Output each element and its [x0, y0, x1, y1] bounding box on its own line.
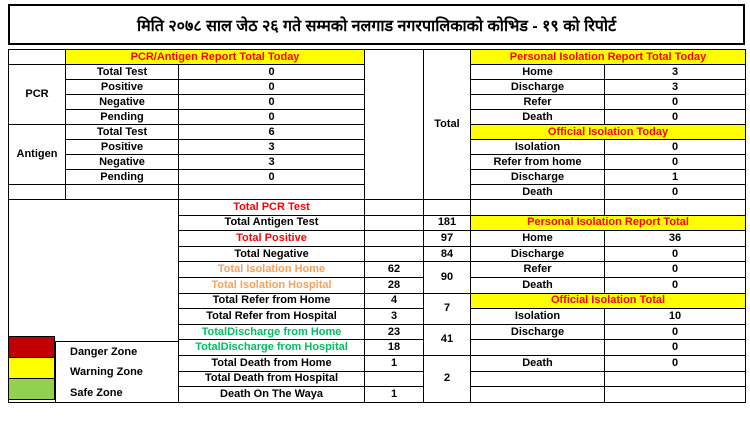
- row-label: Refer: [471, 262, 605, 278]
- row-value: [365, 231, 424, 247]
- report-title: मिति २०७८ साल जेठ २६ गते सम्मको नलगाड नगरपालिकाको कोभिड - १९ को रिपोर्ट: [8, 4, 745, 45]
- row-value: 6: [179, 125, 365, 140]
- warning-zone-swatch: [8, 357, 55, 379]
- legend: [55, 341, 179, 403]
- top-table: [8, 49, 746, 200]
- row-value: [365, 246, 424, 262]
- row-label: [471, 340, 605, 356]
- row-value: 0: [605, 262, 746, 278]
- empty-cell: [179, 185, 365, 200]
- row-label: Total Death from Home: [179, 355, 365, 371]
- row-value: 62: [365, 262, 424, 278]
- row-label: Total Negative: [179, 246, 365, 262]
- row-label: [471, 371, 605, 387]
- row-value: 3: [365, 309, 424, 325]
- row-label: Pending: [66, 170, 179, 185]
- row-value: 0: [605, 355, 746, 371]
- row-value: 36: [605, 231, 746, 247]
- row-label: Discharge: [471, 324, 605, 340]
- row-label: Discharge: [471, 246, 605, 262]
- row-label: Total Test: [66, 125, 179, 140]
- row-value: [365, 200, 424, 216]
- total-value: 7: [424, 293, 471, 324]
- legend-label-safe: Safe Zone: [70, 386, 123, 399]
- antigen-group-label: Antigen: [9, 125, 66, 185]
- row-value: 28: [365, 277, 424, 293]
- row-value: 23: [365, 324, 424, 340]
- total-value: 181: [424, 215, 471, 231]
- empty-cell: [9, 185, 66, 200]
- total-value: 2: [424, 355, 471, 402]
- row-value: 0: [179, 65, 365, 80]
- corner-cell: [9, 50, 66, 65]
- row-value: 0: [179, 95, 365, 110]
- row-label: Discharge: [471, 170, 605, 185]
- row-value: 0: [605, 155, 746, 170]
- row-label: Total PCR Test: [179, 200, 365, 216]
- total-value: 84: [424, 246, 471, 262]
- legend-label-danger: Danger Zone: [70, 346, 138, 359]
- row-value: 0: [179, 80, 365, 95]
- total-column-label: Total: [424, 50, 471, 200]
- row-label: Home: [471, 65, 605, 80]
- row-label: Death On The Waya: [179, 387, 365, 403]
- row-value: 0: [605, 340, 746, 356]
- row-label: Discharge: [471, 80, 605, 95]
- personal-isolation-total-header: Personal Isolation Report Total: [471, 215, 746, 231]
- danger-zone-swatch: [8, 336, 55, 358]
- row-label: [471, 387, 605, 403]
- official-isolation-total-header: Official Isolation Total: [471, 293, 746, 309]
- row-label: Isolation: [471, 140, 605, 155]
- row-label: Death: [471, 185, 605, 200]
- row-value: 10: [605, 309, 746, 325]
- row-label: Isolation: [471, 309, 605, 325]
- pcr-antigen-today-header: PCR/Antigen Report Total Today: [66, 50, 365, 65]
- row-value: 3: [179, 155, 365, 170]
- total-value: 41: [424, 324, 471, 355]
- row-value: 1: [365, 387, 424, 403]
- row-label: Pending: [66, 110, 179, 125]
- row-value: 3: [605, 80, 746, 95]
- spacer-column: [365, 50, 424, 200]
- official-isolation-today-header: Official Isolation Today: [471, 125, 746, 140]
- row-value: 0: [605, 95, 746, 110]
- row-label: Negative: [66, 155, 179, 170]
- row-value: 1: [605, 170, 746, 185]
- row-label: Total Refer from Home: [179, 293, 365, 309]
- row-label: Total Refer from Hospital: [179, 309, 365, 325]
- row-label: TotalDischarge from Hospital: [179, 340, 365, 356]
- total-value: 90: [424, 262, 471, 293]
- gap-cell: [605, 200, 746, 216]
- row-value: 0: [605, 110, 746, 125]
- row-value: 18: [365, 340, 424, 356]
- row-value: 0: [179, 170, 365, 185]
- row-label: Death: [471, 355, 605, 371]
- row-value: 1: [365, 355, 424, 371]
- personal-isolation-today-header: Personal Isolation Report Total Today: [471, 50, 746, 65]
- row-value: 0: [605, 277, 746, 293]
- row-label: Refer from home: [471, 155, 605, 170]
- gap-cell: [471, 200, 605, 216]
- row-value: [365, 371, 424, 387]
- row-label: Negative: [66, 95, 179, 110]
- row-label: Total Test: [66, 65, 179, 80]
- row-label: Total Death from Hospital: [179, 371, 365, 387]
- row-label: TotalDischarge from Home: [179, 324, 365, 340]
- legend-label-warning: Warning Zone: [70, 366, 143, 379]
- row-label: Total Antigen Test: [179, 215, 365, 231]
- row-label: Total Isolation Hospital: [179, 277, 365, 293]
- row-label: Positive: [66, 80, 179, 95]
- row-value: 3: [179, 140, 365, 155]
- row-value: 4: [365, 293, 424, 309]
- total-value: 97: [424, 231, 471, 247]
- row-label: Refer: [471, 95, 605, 110]
- row-label: Death: [471, 277, 605, 293]
- row-value: 3: [605, 65, 746, 80]
- pcr-group-label: PCR: [9, 65, 66, 125]
- row-value: 0: [605, 185, 746, 200]
- row-label: Total Isolation Home: [179, 262, 365, 278]
- row-value: 0: [605, 246, 746, 262]
- row-label: Death: [471, 110, 605, 125]
- row-value: [605, 387, 746, 403]
- row-value: [605, 371, 746, 387]
- row-value: [365, 215, 424, 231]
- empty-cell: [66, 185, 179, 200]
- row-value: 0: [179, 110, 365, 125]
- row-label: Total Positive: [179, 231, 365, 247]
- row-label: Home: [471, 231, 605, 247]
- row-value: 0: [605, 140, 746, 155]
- row-value: 0: [605, 324, 746, 340]
- row-label: Positive: [66, 140, 179, 155]
- safe-zone-swatch: [8, 378, 55, 400]
- total-value: [424, 200, 471, 216]
